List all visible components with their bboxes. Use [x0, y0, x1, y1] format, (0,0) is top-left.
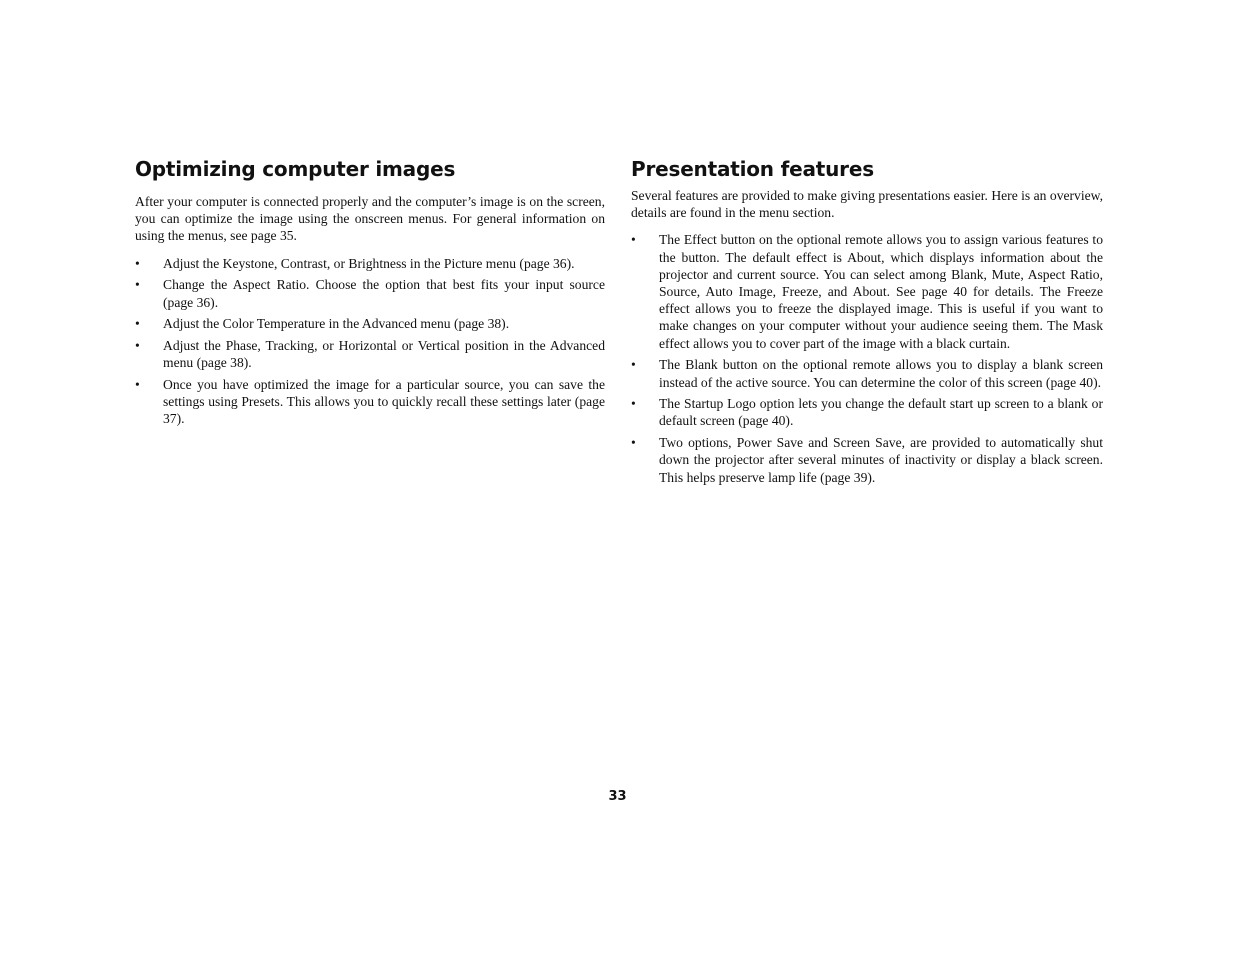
section-presentation-features	[631, 154, 1103, 490]
bullet-list	[135, 255, 605, 428]
list-item	[135, 337, 605, 371]
list-item	[631, 231, 1103, 351]
list-item	[135, 376, 605, 428]
page-number: 33	[608, 789, 627, 804]
section-optimizing-computer-images	[135, 154, 605, 432]
bullet-icon: •	[135, 376, 140, 392]
list-item	[135, 315, 605, 332]
list-item-text: Adjust the Color Temperature in the Advanced menu (page 38).	[163, 316, 510, 332]
bullet-icon: •	[631, 232, 636, 248]
section-intro: After your computer is connected properly and the computer’s image is on the screen, you can optimize the image using the onscreen menus. For general information on using the menus, see page 35.	[135, 194, 605, 244]
bullet-list	[631, 231, 1103, 485]
list-item-text: Once you have optimized the image for a particular source, you can save the settings using Presets. This allows you to quickly recall these settings later (page 37).	[163, 376, 605, 427]
list-item-text: The Blank button on the optional remote allows you to display a blank screen instead of the active source. You can determine the color of this screen (page 40).	[659, 357, 1103, 390]
list-item-text: Two options, Power Save and Screen Save, are provided to automatically shut down the projector after several minutes of inactivity or display a black screen. This helps preserve lamp life (page 39).	[659, 435, 1103, 485]
list-item	[631, 434, 1103, 486]
list-item	[631, 395, 1103, 429]
bullet-icon: •	[135, 277, 140, 293]
list-item	[135, 276, 605, 310]
bullet-icon: •	[631, 396, 636, 412]
list-item	[631, 356, 1103, 390]
list-item-text: The Startup Logo option lets you change the default start up screen to a blank or default screen (page 40).	[659, 396, 1103, 429]
section-intro: Several features are provided to make giving presentations easier. Here is an overview, details are found in the menu section.	[631, 188, 1103, 221]
bullet-icon: •	[135, 337, 140, 353]
list-item-text: The Effect button on the optional remote allows you to assign various features to the button. The default effect is About, which displays information about the projector and current source. You can select among Blank, Mute, Aspect Ratio, Source, Auto Image, Freeze, and About. See page 40 for details. The Freeze effect allows you to freeze the displayed image. This is useful if you want to make changes on your computer without your audience seeing them. The Mask effect allows you to cover part of the image with a black curtain.	[659, 232, 1103, 351]
list-item-text: Adjust the Keystone, Contrast, or Brightness in the Picture menu (page 36).	[163, 255, 575, 271]
list-item-text: Change the Aspect Ratio. Choose the option that best fits your input source (page 36).	[163, 277, 605, 310]
section-heading: Presentation features	[631, 157, 874, 181]
bullet-icon: •	[631, 357, 636, 373]
bullet-icon: •	[135, 316, 140, 332]
bullet-icon: •	[631, 435, 636, 451]
bullet-icon: •	[135, 255, 140, 271]
list-item	[135, 255, 605, 272]
section-heading: Optimizing computer images	[135, 157, 456, 181]
list-item-text: Adjust the Phase, Tracking, or Horizontal or Vertical position in the Advanced menu (page 38).	[163, 337, 605, 371]
